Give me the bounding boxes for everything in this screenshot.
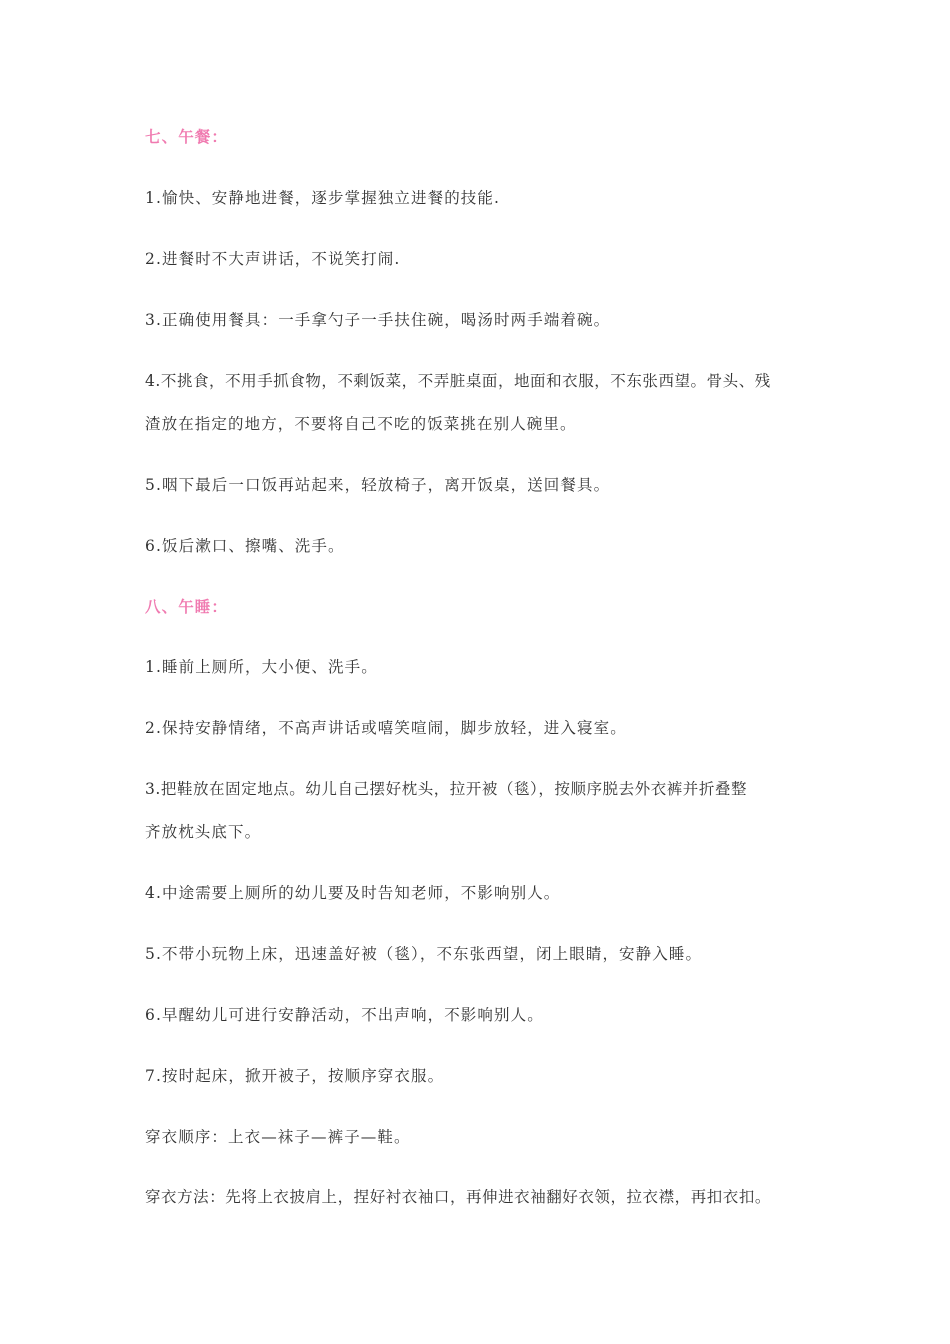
lunch-item-1: 1.愉快、安静地进餐，逐步掌握独立进餐的技能.: [145, 189, 501, 207]
section-heading-lunch: 七、午餐：: [145, 127, 229, 146]
dressing-order: 穿衣顺序：上衣—袜子—裤子—鞋。: [145, 1128, 411, 1146]
nap-item-6: 6.早醒幼儿可进行安静活动，不出声响，不影响别人。: [145, 1006, 544, 1024]
lunch-item-4: 4.不挑食，不用手抓食物，不剩饭菜，不弄脏桌面，地面和衣服，不东张西望。骨头、残: [145, 372, 771, 390]
nap-item-3-continued: 齐放枕头底下。: [145, 823, 262, 841]
dressing-method: 穿衣方法：先将上衣披肩上，捏好衬衣袖口，再伸进衣袖翻好衣领，拉衣襟，再扣衣扣。: [145, 1188, 771, 1206]
lunch-item-3: 3.正确使用餐具：一手拿勺子一手扶住碗，喝汤时两手端着碗。: [145, 311, 611, 329]
nap-item-7: 7.按时起床，掀开被子，按顺序穿衣服。: [145, 1067, 445, 1085]
lunch-item-2: 2.进餐时不大声讲话，不说笑打闹.: [145, 250, 401, 268]
lunch-item-6: 6.饭后漱口、擦嘴、洗手。: [145, 537, 345, 555]
nap-item-1: 1.睡前上厕所，大小便、洗手。: [145, 658, 378, 676]
nap-item-3: 3.把鞋放在固定地点。幼儿自己摆好枕头，拉开被（毯），按顺序脱去外衣裤并折叠整: [145, 780, 747, 798]
section-heading-nap: 八、午睡：: [145, 597, 229, 616]
nap-item-5: 5.不带小玩物上床，迅速盖好被（毯），不东张西望，闭上眼睛，安静入睡。: [145, 945, 703, 963]
nap-item-4: 4.中途需要上厕所的幼儿要及时告知老师，不影响别人。: [145, 884, 561, 902]
lunch-item-5: 5.咽下最后一口饭再站起来，轻放椅子，离开饭桌，送回餐具。: [145, 476, 611, 494]
lunch-item-4-continued: 渣放在指定的地方，不要将自己不吃的饭菜挑在别人碗里。: [145, 415, 577, 433]
nap-item-2: 2.保持安静情绪，不高声讲话或嘻笑喧闹，脚步放轻，进入寝室。: [145, 719, 627, 737]
